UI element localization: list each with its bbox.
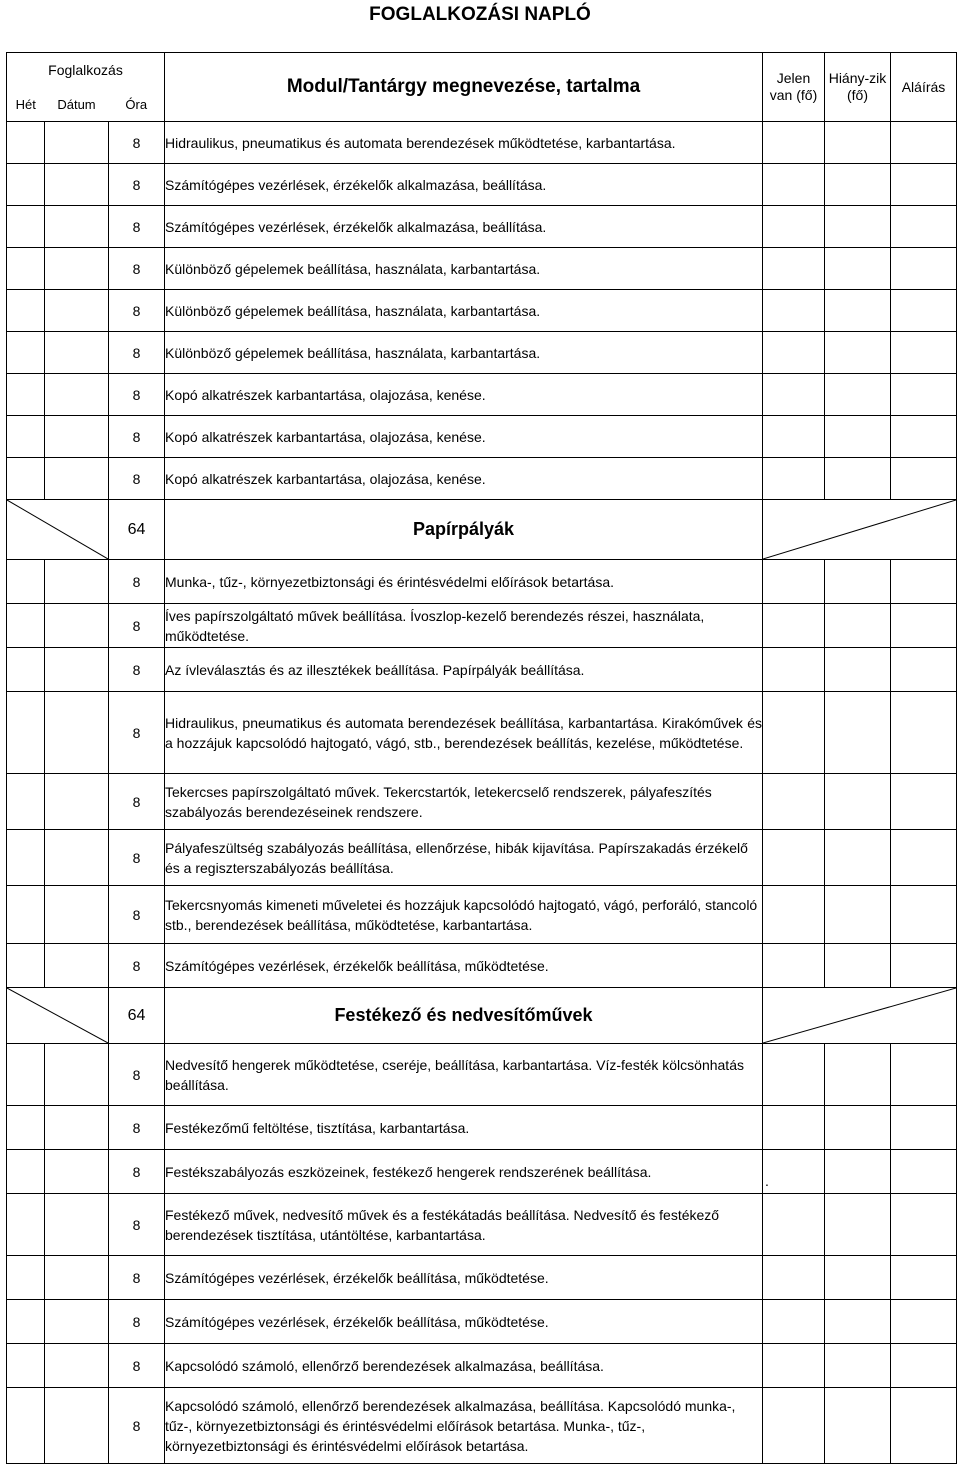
absent-cell — [825, 604, 891, 648]
hours-cell: 8 — [109, 248, 165, 290]
signature-cell — [891, 374, 957, 416]
hours-cell: 8 — [109, 1106, 165, 1150]
subject-cell: Tekercsnyomás kimeneti műveletei és hozzájuk kapcsolódó hajtogató, vágó, perforáló, stancoló stb., berendezések beállítása, működtetése, karbantartása. — [165, 886, 763, 944]
present-cell — [763, 774, 825, 830]
header-jelen — [763, 53, 825, 122]
header-hianyzik-line2: (fő) — [847, 87, 868, 103]
week-cell — [7, 332, 45, 374]
week-cell — [7, 648, 45, 692]
week-cell — [7, 1150, 45, 1194]
header-alairas: Aláírás — [891, 53, 957, 122]
signature-cell — [891, 944, 957, 988]
table-row — [7, 416, 957, 458]
absent-cell — [825, 164, 891, 206]
absent-cell — [825, 290, 891, 332]
signature-cell — [891, 206, 957, 248]
absent-cell — [825, 458, 891, 500]
present-cell — [763, 332, 825, 374]
table-row — [7, 774, 957, 830]
present-cell — [763, 290, 825, 332]
signature-cell — [891, 458, 957, 500]
subject-cell: Számítógépes vezérlések, érzékelők alkalmazása, beállítása. — [165, 164, 763, 206]
date-cell — [45, 692, 109, 774]
present-cell — [763, 122, 825, 164]
present-cell — [763, 886, 825, 944]
hours-cell: 8 — [109, 1044, 165, 1106]
absent-cell — [825, 1344, 891, 1388]
hours-cell: 8 — [109, 648, 165, 692]
week-cell — [7, 290, 45, 332]
signature-cell — [891, 648, 957, 692]
hours-cell: 8 — [109, 290, 165, 332]
subject-cell: Számítógépes vezérlések, érzékelők beállítása, működtetése. — [165, 1256, 763, 1300]
date-cell — [45, 944, 109, 988]
date-cell — [45, 1256, 109, 1300]
table-row — [7, 1044, 957, 1106]
absent-cell — [825, 774, 891, 830]
date-cell — [45, 1300, 109, 1344]
table-row — [7, 648, 957, 692]
week-cell — [7, 692, 45, 774]
date-cell — [45, 774, 109, 830]
table-row — [7, 458, 957, 500]
hours-cell: 8 — [109, 374, 165, 416]
present-cell — [763, 560, 825, 604]
section-title: Festékező és nedvesítőművek — [165, 988, 763, 1044]
hours-cell: 8 — [109, 164, 165, 206]
subject-cell: Festékszabályozás eszközeinek, festékező hengerek rendszerének beállítása. — [165, 1150, 763, 1194]
subject-cell: Az ívleválasztás és az illesztékek beállítása. Papírpályák beállítása. — [165, 648, 763, 692]
header-jelen-line1: Jelen — [776, 70, 811, 86]
header-subject: Modul/Tantárgy megnevezése, tartalma — [165, 53, 763, 122]
date-cell — [45, 1150, 109, 1194]
section-hours: 64 — [109, 988, 165, 1044]
hours-cell: 8 — [109, 1300, 165, 1344]
date-cell — [45, 1344, 109, 1388]
week-cell — [7, 416, 45, 458]
table-row — [7, 1106, 957, 1150]
hours-cell: 8 — [109, 944, 165, 988]
week-cell — [7, 1194, 45, 1256]
date-cell — [45, 604, 109, 648]
date-cell — [45, 1388, 109, 1464]
present-cell — [763, 604, 825, 648]
week-cell — [7, 1044, 45, 1106]
table-row — [7, 944, 957, 988]
stray-dot: . — [765, 1173, 769, 1189]
subject-cell: Kopó alkatrészek karbantartása, olajozása, kenése. — [165, 458, 763, 500]
signature-cell — [891, 1256, 957, 1300]
subject-cell: Pályafeszültség szabályozás beállítása, ellenőrzése, hibák kijavítása. Papírszakadás érzékelő és a regiszterszabályozás beállítása. — [165, 830, 763, 886]
header-het: Hét — [7, 87, 45, 122]
section-row — [7, 500, 957, 560]
date-cell — [45, 122, 109, 164]
present-cell — [763, 248, 825, 290]
subject-cell: Számítógépes vezérlések, érzékelők beállítása, működtetése. — [165, 1300, 763, 1344]
signature-cell — [891, 248, 957, 290]
signature-cell — [891, 1194, 957, 1256]
diagonal-line — [7, 500, 108, 559]
absent-cell — [825, 416, 891, 458]
header-datum: Dátum — [45, 87, 109, 122]
date-cell — [45, 332, 109, 374]
table-row — [7, 206, 957, 248]
week-cell — [7, 248, 45, 290]
week-cell — [7, 1388, 45, 1464]
signature-cell — [891, 1044, 957, 1106]
table-row — [7, 1150, 957, 1194]
week-cell — [7, 374, 45, 416]
table-row — [7, 886, 957, 944]
signature-cell — [891, 416, 957, 458]
signature-cell — [891, 122, 957, 164]
signature-cell — [891, 692, 957, 774]
week-cell — [7, 830, 45, 886]
absent-cell — [825, 1194, 891, 1256]
signature-cell — [891, 774, 957, 830]
present-cell — [763, 1256, 825, 1300]
absent-cell — [825, 206, 891, 248]
subject-cell: Kapcsolódó számoló, ellenőrző berendezések alkalmazása, beállítása. Kapcsolódó munka-, tűz-, környezetbiztonsági és érintésvédelmi előírások betartása. Munka-, tűz-, környezetbiztonsági és érintésvédelmi előírások betartása. — [165, 1388, 763, 1464]
subject-cell: Különböző gépelemek beállítása, használata, karbantartása. — [165, 248, 763, 290]
subject-cell: Hidraulikus, pneumatikus és automata berendezések működtetése, karbantartása. — [165, 122, 763, 164]
week-cell — [7, 886, 45, 944]
page-title: FOGLALKOZÁSI NAPLÓ — [369, 4, 591, 25]
diagonal-line — [763, 988, 956, 1043]
absent-cell — [825, 560, 891, 604]
hours-cell: 8 — [109, 886, 165, 944]
absent-cell — [825, 332, 891, 374]
subject-cell: Számítógépes vezérlések, érzékelők alkalmazása, beállítása. — [165, 206, 763, 248]
signature-cell — [891, 830, 957, 886]
section-diagonal-left — [7, 500, 109, 560]
absent-cell — [825, 648, 891, 692]
week-cell — [7, 122, 45, 164]
section-diagonal-right — [763, 988, 957, 1044]
present-cell — [763, 692, 825, 774]
date-cell — [45, 1044, 109, 1106]
absent-cell — [825, 1300, 891, 1344]
subject-cell: Tekercses papírszolgáltató művek. Tekercstartók, letekercselő rendszerek, pályafeszítés szabályozás berendezéseinek rendszere. — [165, 774, 763, 830]
hours-cell: 8 — [109, 692, 165, 774]
diagonal-line — [763, 500, 956, 559]
week-cell — [7, 774, 45, 830]
week-cell — [7, 944, 45, 988]
week-cell — [7, 1300, 45, 1344]
absent-cell — [825, 374, 891, 416]
present-cell — [763, 206, 825, 248]
present-cell — [763, 458, 825, 500]
table-row — [7, 604, 957, 648]
present-cell — [763, 1106, 825, 1150]
section-diagonal-right — [763, 500, 957, 560]
table-row — [7, 560, 957, 604]
absent-cell — [825, 1150, 891, 1194]
hours-cell: 8 — [109, 1256, 165, 1300]
date-cell — [45, 648, 109, 692]
signature-cell — [891, 560, 957, 604]
activity-log-table — [6, 52, 957, 1464]
table-row — [7, 164, 957, 206]
date-cell — [45, 830, 109, 886]
present-cell — [763, 830, 825, 886]
signature-cell — [891, 1106, 957, 1150]
table-row — [7, 332, 957, 374]
week-cell — [7, 1106, 45, 1150]
section-diagonal-left — [7, 988, 109, 1044]
present-cell — [763, 944, 825, 988]
absent-cell — [825, 886, 891, 944]
present-cell — [763, 1150, 825, 1194]
present-cell — [763, 648, 825, 692]
absent-cell — [825, 692, 891, 774]
header-ora: Óra — [109, 87, 165, 122]
hours-cell: 8 — [109, 604, 165, 648]
absent-cell — [825, 944, 891, 988]
date-cell — [45, 1106, 109, 1150]
week-cell — [7, 1256, 45, 1300]
hours-cell: 8 — [109, 206, 165, 248]
table-header — [7, 53, 957, 122]
hours-cell: 8 — [109, 560, 165, 604]
section-title: Papírpályák — [165, 500, 763, 560]
table-row — [7, 1194, 957, 1256]
subject-cell: Íves papírszolgáltató művek beállítása. Ívoszlop-kezelő berendezés részei, használata, működtetése. — [165, 604, 763, 648]
date-cell — [45, 886, 109, 944]
table-row — [7, 692, 957, 774]
signature-cell — [891, 290, 957, 332]
table-body — [7, 122, 957, 1464]
date-cell — [45, 374, 109, 416]
week-cell — [7, 1344, 45, 1388]
table-row — [7, 248, 957, 290]
date-cell — [45, 164, 109, 206]
signature-cell — [891, 604, 957, 648]
hours-cell: 8 — [109, 122, 165, 164]
date-cell — [45, 248, 109, 290]
absent-cell — [825, 1106, 891, 1150]
date-cell — [45, 206, 109, 248]
date-cell — [45, 1194, 109, 1256]
section-hours: 64 — [109, 500, 165, 560]
present-cell — [763, 1300, 825, 1344]
header-jelen-line2: van (fő) — [769, 87, 818, 103]
hours-cell: 8 — [109, 416, 165, 458]
week-cell — [7, 164, 45, 206]
table-row — [7, 1256, 957, 1300]
signature-cell — [891, 1388, 957, 1464]
signature-cell — [891, 332, 957, 374]
present-cell — [763, 1344, 825, 1388]
subject-cell: Festékezőmű feltöltése, tisztítása, karbantartása. — [165, 1106, 763, 1150]
week-cell — [7, 604, 45, 648]
subject-cell: Munka-, tűz-, környezetbiztonsági és érintésvédelmi előírások betartása. — [165, 560, 763, 604]
table-row — [7, 122, 957, 164]
date-cell — [45, 560, 109, 604]
present-cell — [763, 164, 825, 206]
hours-cell: 8 — [109, 1194, 165, 1256]
hours-cell: 8 — [109, 458, 165, 500]
signature-cell — [891, 1300, 957, 1344]
hours-cell: 8 — [109, 830, 165, 886]
absent-cell — [825, 830, 891, 886]
week-cell — [7, 560, 45, 604]
subject-cell: Kapcsolódó számoló, ellenőrző berendezések alkalmazása, beállítása. — [165, 1344, 763, 1388]
absent-cell — [825, 1044, 891, 1106]
week-cell — [7, 206, 45, 248]
section-row — [7, 988, 957, 1044]
diagonal-line — [7, 988, 108, 1043]
table-row — [7, 374, 957, 416]
hours-cell: 8 — [109, 1150, 165, 1194]
subject-cell: Festékező művek, nedvesítő művek és a festékátadás beállítása. Nedvesítő és festékező berendezések tisztítása, utántöltése, karbantartása. — [165, 1194, 763, 1256]
absent-cell — [825, 1388, 891, 1464]
hours-cell: 8 — [109, 1388, 165, 1464]
table-row — [7, 1388, 957, 1464]
present-cell — [763, 1388, 825, 1464]
subject-cell: Nedvesítő hengerek működtetése, cseréje, beállítása, karbantartása. Víz-festék kölcsönhatás beállítása. — [165, 1044, 763, 1106]
subject-cell: Számítógépes vezérlések, érzékelők beállítása, működtetése. — [165, 944, 763, 988]
absent-cell — [825, 1256, 891, 1300]
hours-cell: 8 — [109, 774, 165, 830]
present-cell — [763, 374, 825, 416]
table-row — [7, 830, 957, 886]
header-hianyzik — [825, 53, 891, 122]
header-hianyzik-line1: Hiány-zik — [828, 70, 887, 86]
date-cell — [45, 416, 109, 458]
signature-cell — [891, 1150, 957, 1194]
hours-cell: 8 — [109, 1344, 165, 1388]
subject-cell: Különböző gépelemek beállítása, használata, karbantartása. — [165, 290, 763, 332]
signature-cell — [891, 164, 957, 206]
header-foglalkozas: Foglalkozás — [7, 53, 165, 88]
present-cell — [763, 416, 825, 458]
hours-cell: 8 — [109, 332, 165, 374]
date-cell — [45, 290, 109, 332]
table-row — [7, 290, 957, 332]
absent-cell — [825, 248, 891, 290]
subject-cell: Különböző gépelemek beállítása, használata, karbantartása. — [165, 332, 763, 374]
subject-cell: Kopó alkatrészek karbantartása, olajozása, kenése. — [165, 374, 763, 416]
date-cell — [45, 458, 109, 500]
absent-cell — [825, 122, 891, 164]
signature-cell — [891, 886, 957, 944]
present-cell — [763, 1194, 825, 1256]
week-cell — [7, 458, 45, 500]
present-cell — [763, 1044, 825, 1106]
subject-cell: Kopó alkatrészek karbantartása, olajozása, kenése. — [165, 416, 763, 458]
table-row — [7, 1344, 957, 1388]
subject-cell: Hidraulikus, pneumatikus és automata berendezések beállítása, karbantartása. Kirakóművek és a hozzájuk kapcsolódó hajtogató, vágó, stb., berendezések beállítás, kezelése, működtetése. — [165, 692, 763, 774]
signature-cell — [891, 1344, 957, 1388]
table-row — [7, 1300, 957, 1344]
